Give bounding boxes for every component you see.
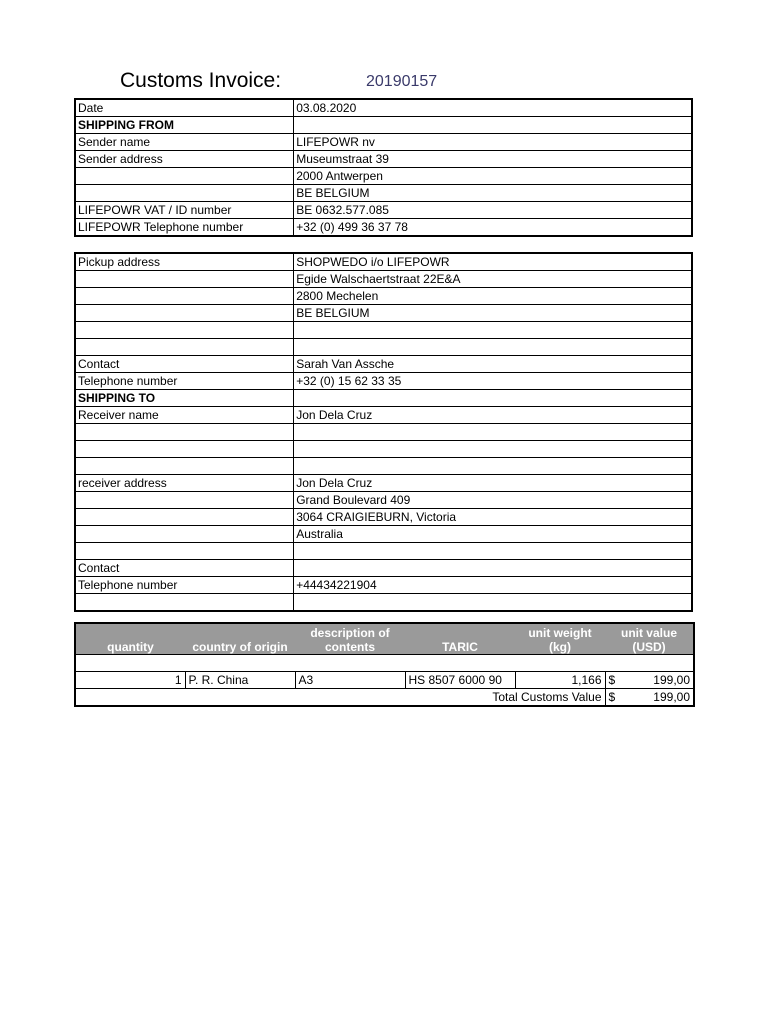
total-label: Total Customs Value bbox=[75, 689, 605, 707]
total-value: 199,00 bbox=[653, 690, 690, 704]
table-row bbox=[75, 492, 692, 509]
row-label bbox=[75, 271, 294, 288]
total-row bbox=[75, 689, 694, 707]
table-row bbox=[75, 458, 692, 475]
header-quantity: quantity bbox=[75, 623, 185, 655]
item-origin: P. R. China bbox=[185, 672, 295, 689]
table-row bbox=[75, 424, 692, 441]
item-value: 199,00 bbox=[653, 673, 690, 687]
row-label: LIFEPOWR Telephone number bbox=[75, 219, 294, 237]
row-label bbox=[75, 339, 294, 356]
total-value-cell bbox=[605, 689, 694, 707]
row-label bbox=[75, 305, 294, 322]
row-value bbox=[294, 339, 692, 356]
row-label: Pickup address bbox=[75, 253, 294, 271]
header-value: unit value (USD) bbox=[605, 623, 694, 655]
row-value bbox=[294, 560, 692, 577]
row-label: Sender name bbox=[75, 134, 294, 151]
table-row bbox=[75, 288, 692, 305]
table-row bbox=[75, 151, 692, 168]
table-row bbox=[75, 373, 692, 390]
header-origin: country of origin bbox=[185, 623, 295, 655]
row-value: Egide Walschaertstraat 22E&A bbox=[294, 271, 692, 288]
item-value-cell bbox=[605, 672, 694, 689]
row-value bbox=[294, 594, 692, 612]
table-row bbox=[75, 271, 692, 288]
table-row bbox=[75, 526, 692, 543]
row-value: LIFEPOWR nv bbox=[294, 134, 692, 151]
pickup-and-shipping-to-table bbox=[74, 252, 693, 612]
row-label bbox=[75, 424, 294, 441]
table-row bbox=[75, 509, 692, 526]
row-value bbox=[294, 441, 692, 458]
row-label: receiver address bbox=[75, 475, 294, 492]
row-value: Jon Dela Cruz bbox=[294, 475, 692, 492]
item-currency: $ bbox=[608, 673, 616, 687]
table-row bbox=[75, 577, 692, 594]
row-value: Museumstraat 39 bbox=[294, 151, 692, 168]
row-label: SHIPPING FROM bbox=[75, 117, 294, 134]
row-value bbox=[294, 117, 692, 134]
row-label bbox=[75, 322, 294, 339]
table-row bbox=[75, 117, 692, 134]
row-value: Sarah Van Assche bbox=[294, 356, 692, 373]
row-label: LIFEPOWR VAT / ID number bbox=[75, 202, 294, 219]
row-label bbox=[75, 543, 294, 560]
row-value bbox=[294, 543, 692, 560]
header-taric: TARIC bbox=[405, 623, 515, 655]
shipping-from-table bbox=[74, 98, 693, 237]
table-row bbox=[75, 185, 692, 202]
invoice-number: 20190157 bbox=[366, 73, 438, 90]
table-row bbox=[75, 168, 692, 185]
row-value: +32 (0) 499 36 37 78 bbox=[294, 219, 692, 237]
header-weight: unit weight (kg) bbox=[515, 623, 605, 655]
table-row bbox=[75, 134, 692, 151]
row-value: 2000 Antwerpen bbox=[294, 168, 692, 185]
row-value bbox=[294, 424, 692, 441]
row-label: Date bbox=[75, 99, 294, 117]
row-label bbox=[75, 458, 294, 475]
row-value: BE BELGIUM bbox=[294, 185, 692, 202]
item-description: A3 bbox=[295, 672, 405, 689]
item-quantity: 1 bbox=[75, 672, 185, 689]
row-label: SHIPPING TO bbox=[75, 390, 294, 407]
header-description: description of contents bbox=[295, 623, 405, 655]
table-row bbox=[75, 543, 692, 560]
table-row bbox=[75, 475, 692, 492]
table-row bbox=[75, 202, 692, 219]
row-label bbox=[75, 288, 294, 305]
table-row bbox=[75, 441, 692, 458]
table-row bbox=[75, 407, 692, 424]
table-row bbox=[75, 356, 692, 373]
row-label bbox=[75, 526, 294, 543]
row-label: Telephone number bbox=[75, 373, 294, 390]
row-label: Receiver name bbox=[75, 407, 294, 424]
item-taric: HS 8507 6000 90 bbox=[405, 672, 515, 689]
item-row bbox=[75, 672, 694, 689]
row-label: Telephone number bbox=[75, 577, 294, 594]
row-label: Contact bbox=[75, 560, 294, 577]
row-value bbox=[294, 322, 692, 339]
table-row bbox=[75, 219, 692, 237]
total-currency: $ bbox=[608, 690, 616, 704]
row-label: Contact bbox=[75, 356, 294, 373]
row-value: Australia bbox=[294, 526, 692, 543]
row-value bbox=[294, 390, 692, 407]
table-row bbox=[75, 560, 692, 577]
row-value: 3064 CRAIGIEBURN, Victoria bbox=[294, 509, 692, 526]
table-row bbox=[75, 305, 692, 322]
row-value bbox=[294, 458, 692, 475]
table-row bbox=[75, 390, 692, 407]
row-value: Grand Boulevard 409 bbox=[294, 492, 692, 509]
table-row bbox=[75, 594, 692, 612]
row-value: BE 0632.577.085 bbox=[294, 202, 692, 219]
row-value: +44434221904 bbox=[294, 577, 692, 594]
row-value: 03.08.2020 bbox=[294, 99, 692, 117]
table-row bbox=[75, 253, 692, 271]
items-header-row bbox=[75, 623, 694, 655]
row-value: SHOPWEDO i/o LIFEPOWR bbox=[294, 253, 692, 271]
table-row bbox=[75, 99, 692, 117]
row-value: +32 (0) 15 62 33 35 bbox=[294, 373, 692, 390]
items-table bbox=[74, 622, 695, 707]
row-value: Jon Dela Cruz bbox=[294, 407, 692, 424]
row-label bbox=[75, 441, 294, 458]
row-label bbox=[75, 492, 294, 509]
row-label bbox=[75, 594, 294, 612]
row-value: BE BELGIUM bbox=[294, 305, 692, 322]
row-label bbox=[75, 185, 294, 202]
table-row bbox=[75, 322, 692, 339]
page-title: Customs Invoice: bbox=[120, 69, 282, 92]
row-value: 2800 Mechelen bbox=[294, 288, 692, 305]
item-weight: 1,166 bbox=[515, 672, 605, 689]
row-label bbox=[75, 168, 294, 185]
row-label: Sender address bbox=[75, 151, 294, 168]
table-row bbox=[75, 339, 692, 356]
row-label bbox=[75, 509, 294, 526]
